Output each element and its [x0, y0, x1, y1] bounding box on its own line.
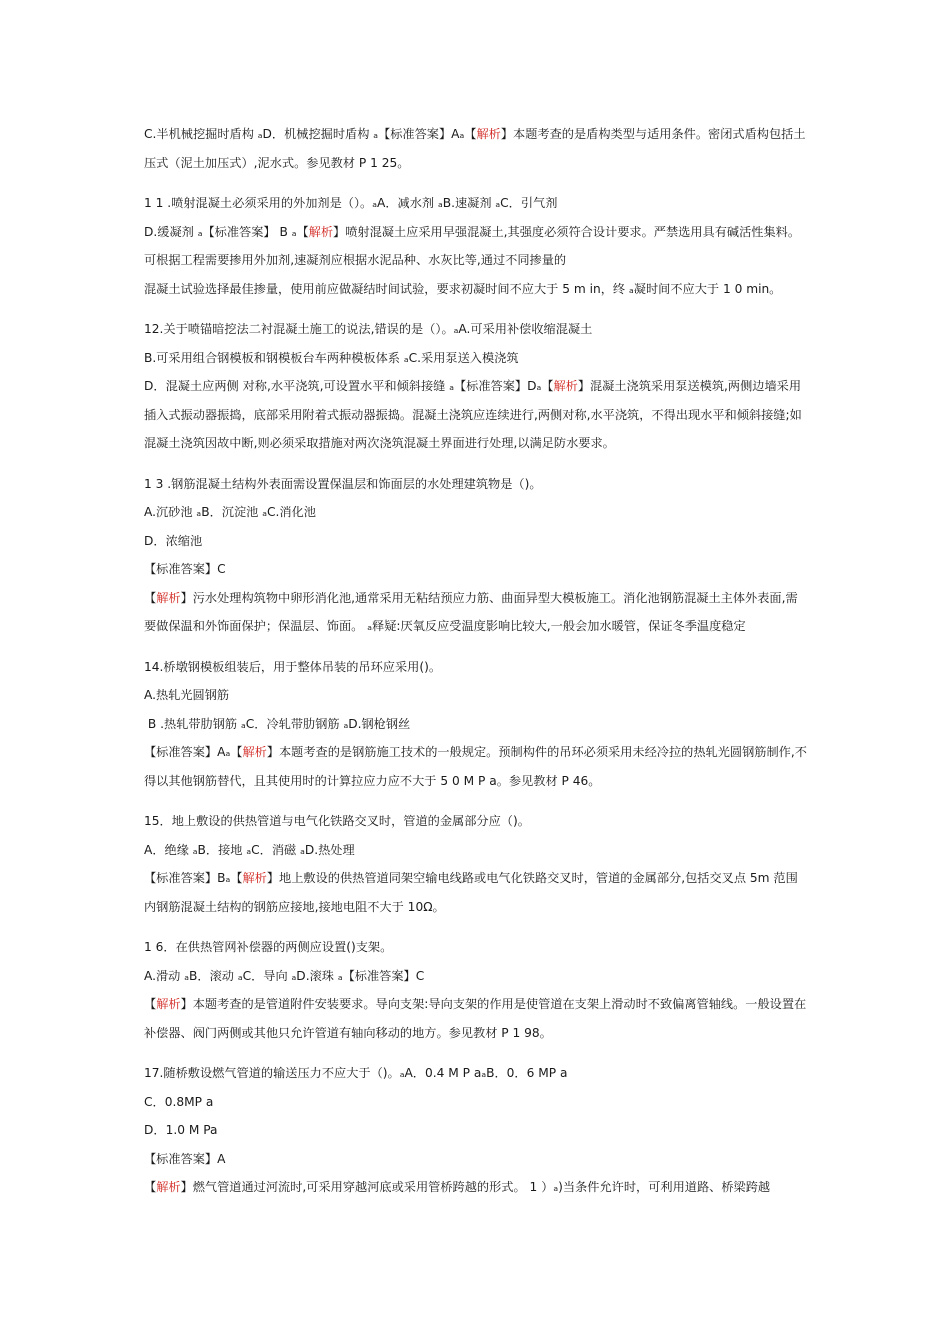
- text-line: [144, 1173, 809, 1202]
- text-segment: 【: [144, 997, 157, 1011]
- text-segment: 】本题考查的是钢筋施工技术的一般规定。预制构件的吊环必须采用未经冷拉的热轧光圆钢筋制作,不得以其他钢筋替代，且其使用时的计算拉应力应不大于 5 0 M P a。参见教材 P 46。: [144, 745, 807, 788]
- text-segment: 】混凝土浇筑采用泵送模筑,两侧边墙采用插入式振动器振捣，底部采用附着式振动器振捣。混凝土浇筑应连续进行,两侧对称,水平浇筑，不得出现水平和倾斜接缝;如混凝土浇筑因故中断,则必须采取措施对两次浇筑混凝土界面进行处理,以满足防水要求。: [144, 379, 802, 450]
- text-line: [144, 344, 809, 373]
- text-line: [144, 372, 809, 458]
- text-segment: D.缓凝剂 ₐ【标准答案】 B ₐ【: [144, 224, 309, 239]
- text-line: [144, 315, 809, 344]
- text-segment: D．混凝土应两侧 对称,水平浇筑,可设置水平和倾斜接缝 ₐ【标准答案】Dₐ【: [144, 379, 554, 393]
- text-line: [144, 990, 809, 1047]
- text-segment: 1 3 .钢筋混凝土结构外表面需设置保温层和饰面层的水处理建筑物是（)。: [144, 476, 542, 491]
- text-segment: 【标准答案】A: [144, 1151, 226, 1166]
- text-line: [144, 807, 809, 836]
- text-segment: A．绝缘 ₐB．接地 ₐC．消磁 ₐD.热处理: [144, 842, 355, 857]
- text-line: [144, 120, 809, 177]
- text-segment: 】燃气管道通过河流时,可采用穿越河底或采用管桥跨越的形式。 1 ）ₐ)当条件允许时，可利用道路、桥梁跨越: [180, 1180, 771, 1194]
- text-segment: 】污水处理构筑物中卵形消化池,通常采用无粘结预应力筋、曲面异型大模板施工。消化池钢筋混凝土主体外表面,需要做保温和外饰面保护；保温层、饰面。 ₐ释疑:厌氧反应受温度影响比较大,一般会加水暖管，保证冬季温度稳定: [144, 590, 798, 633]
- text-segment: A.热轧光圆钢筋: [144, 688, 230, 702]
- document-page: [144, 120, 809, 1202]
- analysis-label: 解析: [156, 1180, 181, 1194]
- text-line: [144, 864, 809, 921]
- analysis-label: 解析: [156, 590, 181, 605]
- text-line: [144, 555, 809, 584]
- text-line: [144, 527, 809, 556]
- text-line: [144, 584, 809, 641]
- text-segment: 】本题考查的是管道附件安装要求。导向支架:导向支架的作用是使管道在支架上滑动时不致偏离管轴线。一般设置在补偿器、阀门两侧或其他只允许管道有轴向移动的地方。参见教材 P 1 98。: [144, 997, 807, 1040]
- text-line: [144, 933, 809, 962]
- text-segment: 14.桥墩钢模板组装后，用于整体吊装的吊环应采用()。: [144, 659, 442, 674]
- text-line: [144, 738, 809, 795]
- text-segment: 】地上敷设的供热管道同架空输电线路或电气化铁路交叉时，管道的金属部分,包括交叉点 5m 范围内钢筋混凝土结构的钢筋应接地,接地电阻不大于 10Ω。: [144, 871, 798, 914]
- text-line: [144, 962, 809, 991]
- text-segment: 1 6．在供热管网补偿器的两侧应设置()支架。: [144, 940, 393, 954]
- analysis-label: 解析: [476, 127, 501, 141]
- text-line: [144, 1088, 809, 1117]
- paragraph-gap: [144, 303, 809, 315]
- text-segment: 1 1 .喷射混凝土必须采用的外加剂是（）。ₐA．减水剂 ₐB.速凝剂 ₐC．引气剂: [144, 196, 558, 210]
- text-segment: D．浓缩池: [144, 533, 203, 548]
- text-line: [144, 189, 809, 218]
- paragraph-gap: [144, 795, 809, 807]
- paragraph-gap: [144, 177, 809, 189]
- text-segment: B.可采用组合钢模板和钢模板台车两种模板体系 ₐC.采用泵送入模浇筑: [144, 350, 519, 365]
- text-line: [144, 1145, 809, 1174]
- text-segment: 15．地上敷设的供热管道与电气化铁路交叉时，管道的金属部分应（)。: [144, 814, 530, 828]
- analysis-label: 解析: [308, 224, 334, 239]
- text-segment: 17.随桥敷设燃气管道的输送压力不应大于（)。ₐA．0.4 M P aₐB．0．6 MP a: [144, 1066, 568, 1080]
- text-segment: A.滑动 ₐB．滚动 ₐC．导向 ₐD.滚珠 ₐ【标准答案】C: [144, 968, 425, 983]
- text-line: [144, 218, 809, 275]
- text-line: [144, 653, 809, 682]
- text-segment: 】本题考查的是盾构类型与适用条件。密闭式盾构包括土压式（泥土加压式）,泥水式。参见教材 P 1 25。: [144, 127, 806, 170]
- text-line: [144, 1116, 809, 1145]
- paragraph-gap: [144, 458, 809, 470]
- text-segment: 【: [144, 590, 157, 605]
- text-segment: A.沉砂池 ₐB．沉淀池 ₐC.消化池: [144, 505, 316, 519]
- text-line: [144, 275, 809, 304]
- text-segment: 【标准答案】Aₐ【: [144, 745, 243, 759]
- text-segment: C.半机械挖掘时盾构 ₐD．机械挖掘时盾构 ₐ【标准答案】Aₐ【: [144, 127, 477, 141]
- text-segment: 【: [144, 1180, 157, 1194]
- text-segment: 【标准答案】C: [144, 562, 226, 576]
- paragraph-gap: [144, 1047, 809, 1059]
- text-segment: 混凝土试验选择最佳掺量，使用前应做凝结时间试验，要求初凝时间不应大于 5 m in，终 ₐ凝时间不应大于 1 0 min。: [144, 281, 782, 296]
- text-segment: B .热轧带肋钢筋 ₐC．冷轧带肋钢筋 ₐD.钢枪钢丝: [144, 716, 411, 731]
- analysis-label: 解析: [242, 871, 267, 885]
- analysis-label: 解析: [242, 745, 267, 759]
- paragraph-gap: [144, 641, 809, 653]
- text-line: [144, 836, 809, 865]
- text-segment: 12.关于喷锚暗挖法二衬混凝土施工的说法,错误的是（）。ₐA.可采用补偿收缩混凝土: [144, 322, 593, 336]
- text-line: [144, 470, 809, 499]
- text-segment: 【标准答案】Bₐ【: [144, 871, 243, 885]
- text-segment: 】喷射混凝土应采用早强混凝土,其强度必须符合设计要求。严禁选用具有碱活性集料。可根据工程需要掺用外加剂,速凝剂应根据水泥品种、水灰比等,通过不同掺量的: [144, 224, 801, 267]
- analysis-label: 解析: [156, 997, 181, 1011]
- paragraph-gap: [144, 921, 809, 933]
- text-segment: C．0.8MP a: [144, 1094, 214, 1109]
- text-line: [144, 498, 809, 527]
- text-line: [144, 710, 809, 739]
- text-segment: D．1.0 M Pa: [144, 1123, 218, 1137]
- text-line: [144, 681, 809, 710]
- text-line: [144, 1059, 809, 1088]
- analysis-label: 解析: [553, 379, 578, 393]
